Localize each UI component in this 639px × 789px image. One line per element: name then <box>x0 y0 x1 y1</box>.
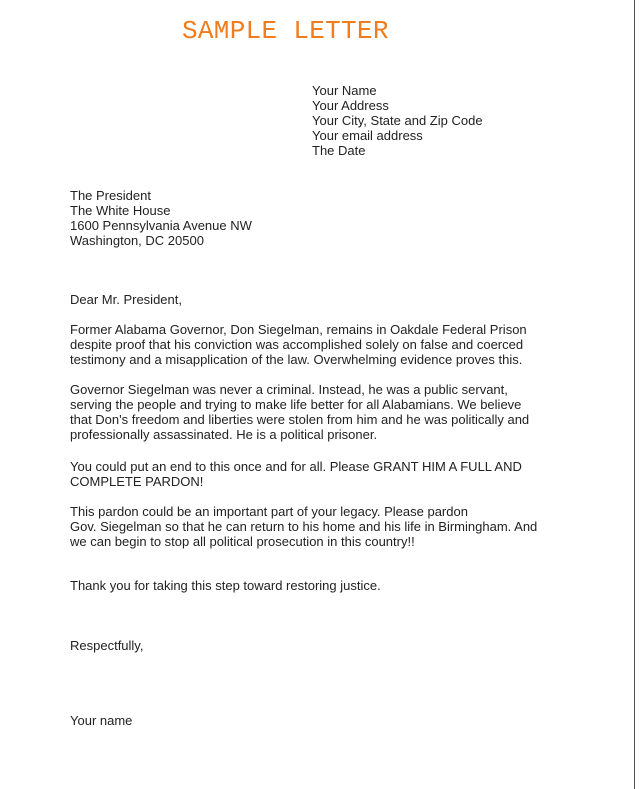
recipient-line: Washington, DC 20500 <box>70 233 204 248</box>
sender-line: Your City, State and Zip Code <box>312 113 483 128</box>
paragraph-line: serving the people and trying to make life better for all Alabamians. We believe <box>70 397 522 412</box>
letter-title: SAMPLE LETTER <box>182 16 389 46</box>
paragraph-2 <box>70 382 529 442</box>
recipient-line: 1600 Pennsylvania Avenue NW <box>70 218 252 233</box>
paragraph-4 <box>70 504 537 549</box>
paragraph-line: testimony and a misapplication of the law. Overwhelming evidence proves this. <box>70 352 523 367</box>
paragraph-line: Former Alabama Governor, Don Siegelman, remains in Oakdale Federal Prison <box>70 322 527 337</box>
paragraph-line: professionally assassinated. He is a political prisoner. <box>70 427 378 442</box>
sender-line: The Date <box>312 143 366 158</box>
sender-line: Your email address <box>312 128 423 143</box>
sender-address <box>312 83 483 158</box>
recipient-line: The President <box>70 188 151 203</box>
paragraph-line: that Don's freedom and liberties were stolen from him and he was politically and <box>70 412 530 427</box>
paragraph-line: This pardon could be an important part of your legacy. Please pardon <box>70 504 468 519</box>
sender-line: Your Name <box>312 83 377 98</box>
paragraph-line: You could put an end to this once and for all. Please GRANT HIM A FULL AND <box>70 459 522 474</box>
page-edge <box>634 0 635 789</box>
paragraph-1 <box>70 322 527 367</box>
closing: Respectfully, <box>70 638 144 653</box>
paragraph-line: despite proof that his conviction was accomplished solely on false and coerced <box>70 337 524 352</box>
paragraph-line: COMPLETE PARDON! <box>70 474 204 489</box>
recipient-line: The White House <box>70 203 171 218</box>
signature: Your name <box>70 713 133 728</box>
salutation: Dear Mr. President, <box>70 292 182 307</box>
sender-line: Your Address <box>312 98 389 113</box>
paragraph-line: we can begin to stop all political prosecution in this country!! <box>70 534 415 549</box>
paragraph-3 <box>70 459 522 489</box>
paragraph-line: Gov. Siegelman so that he can return to his home and his life in Birmingham. And <box>70 519 538 534</box>
paragraph-line: Governor Siegelman was never a criminal. Instead, he was a public servant, <box>70 382 508 397</box>
thanks-line: Thank you for taking this step toward restoring justice. <box>70 578 381 593</box>
recipient-address <box>70 188 252 248</box>
